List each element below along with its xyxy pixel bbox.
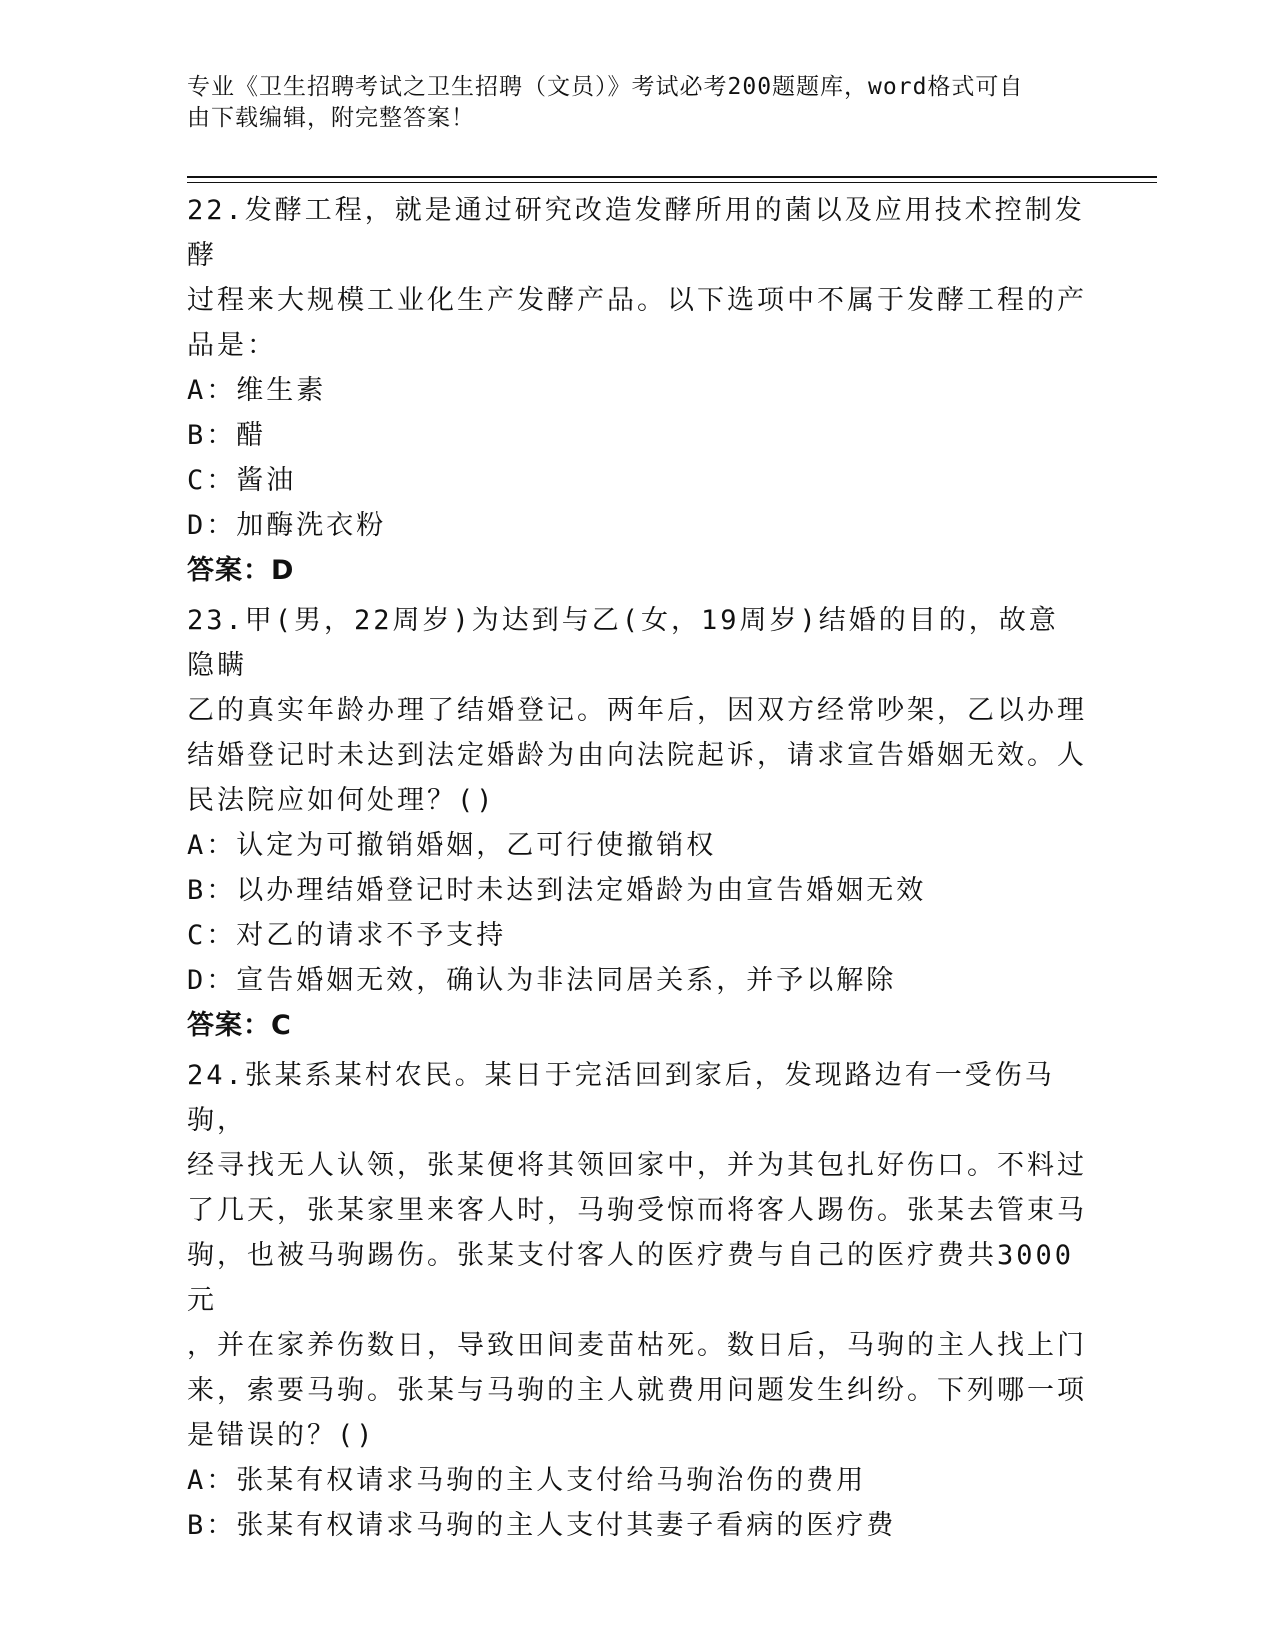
option-b: B：醋 bbox=[187, 420, 267, 451]
header-divider-thin bbox=[187, 182, 1157, 183]
header-divider-thick bbox=[187, 176, 1157, 178]
header-line-2: 由下载编辑，附完整答案！ bbox=[187, 105, 475, 131]
question-stem-line: 民法院应如何处理？() bbox=[187, 785, 496, 816]
option-a: A：维生素 bbox=[187, 375, 327, 406]
question-stem-line: 22.发酵工程，就是通过研究改造发酵所用的菌以及应用技术控制发酵 bbox=[187, 195, 1085, 271]
question-stem-line: 过程来大规模工业化生产发酵产品。以下选项中不属于发酵工程的产 bbox=[187, 285, 1087, 316]
option-b: B：以办理结婚登记时未达到法定婚龄为由宣告婚姻无效 bbox=[187, 875, 927, 906]
option-a: A：张某有权请求马驹的主人支付给马驹治伤的费用 bbox=[187, 1465, 867, 1496]
question-stem-line: 了几天，张某家里来客人时，马驹受惊而将客人踢伤。张某去管束马 bbox=[187, 1195, 1087, 1226]
option-b: B：张某有权请求马驹的主人支付其妻子看病的医疗费 bbox=[187, 1510, 897, 1541]
option-a: A：认定为可撤销婚姻，乙可行使撤销权 bbox=[187, 830, 717, 861]
question-stem-line: 是错误的？() bbox=[187, 1420, 376, 1451]
question-stem-line: 来，索要马驹。张某与马驹的主人就费用问题发生纠纷。下列哪一项 bbox=[187, 1375, 1087, 1406]
question-23 bbox=[187, 598, 1087, 1048]
answer-line: 答案：D bbox=[187, 555, 295, 586]
question-stem-line: 驹，也被马驹踢伤。张某支付客人的医疗费与自己的医疗费共3000元 bbox=[187, 1240, 1075, 1316]
question-stem-line: ，并在家养伤数日，导致田间麦苗枯死。数日后，马驹的主人找上门 bbox=[187, 1330, 1087, 1361]
question-22 bbox=[187, 188, 1087, 593]
question-stem-line: 品是： bbox=[187, 330, 277, 361]
question-stem-line: 结婚登记时未达到法定婚龄为由向法院起诉，请求宣告婚姻无效。人 bbox=[187, 740, 1087, 771]
question-stem-line: 24.张某系某村农民。某日于完活回到家后，发现路边有一受伤马驹， bbox=[187, 1060, 1055, 1136]
header-line-1: 专业《卫生招聘考试之卫生招聘（文员）》考试必考200题题库，word格式可自 bbox=[187, 74, 1024, 100]
option-d: D：加酶洗衣粉 bbox=[187, 510, 387, 541]
answer-line: 答案：C bbox=[187, 1010, 292, 1041]
question-stem-line: 乙的真实年龄办理了结婚登记。两年后，因双方经常吵架，乙以办理 bbox=[187, 695, 1087, 726]
question-24 bbox=[187, 1053, 1087, 1548]
option-d: D：宣告婚姻无效，确认为非法同居关系，并予以解除 bbox=[187, 965, 897, 996]
document-header bbox=[187, 72, 1067, 134]
question-stem-line: 23.甲(男，22周岁)为达到与乙(女，19周岁)结婚的目的，故意隐瞒 bbox=[187, 605, 1059, 681]
option-c: C：酱油 bbox=[187, 465, 297, 496]
option-c: C：对乙的请求不予支持 bbox=[187, 920, 507, 951]
question-stem-line: 经寻找无人认领，张某便将其领回家中，并为其包扎好伤口。不料过 bbox=[187, 1150, 1087, 1181]
